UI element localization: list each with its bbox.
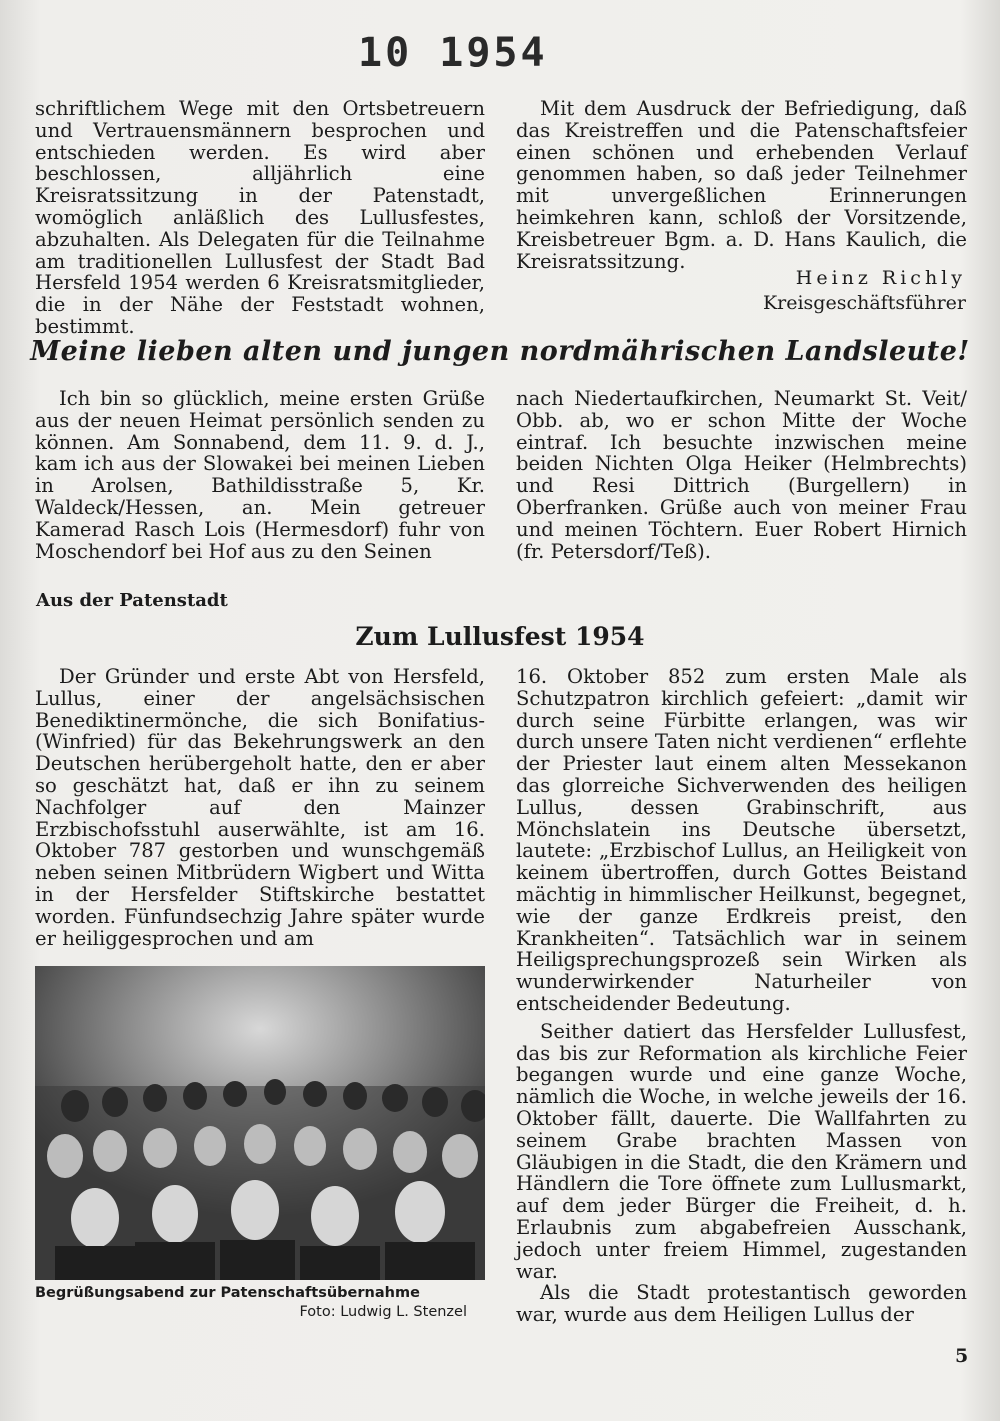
letter-right-text: nach Niedertaufkirchen, Neumarkt St. Veit/ Obb. ab, wo er schon Mitte der Woche eintraf. Ich besuchte inzwischen meine beiden Nichten Olga Heiker (Helmbrechts) und Resi Dittrich (Burgellern) in Oberfranken. Grüße auch von meiner Frau und meinen Töchtern. Euer Robert Hirnich (fr. Petersdorf/Teß). (516, 387, 967, 563)
report-right-column (516, 98, 967, 272)
article-headline: Zum Lullusfest 1954 (355, 622, 645, 651)
article-right-p3: Als die Stadt protestantisch geworden war, wurde aus dem Heiligen Lullus der (516, 1281, 967, 1327)
article-right-column (516, 666, 967, 1326)
letter-headline: Meine lieben alten und jungen nordmährischen Landsleute! (30, 336, 970, 367)
photo-caption-block (35, 1284, 485, 1322)
photo-caption: Begrüßungsabend zur Patenschaftsübernahme (35, 1285, 420, 1301)
letter-left-text: Ich bin so glücklich, meine ersten Grüße aus der neuen Heimat persönlich senden zu können. Am Sonnabend, dem 11. 9. d. J., kam ich aus der Slowakei bei meinen Lieben in Arolsen, Bathildisstraße 5, Kr. Waldeck/Hessen, an. Mein getreuer Kamerad Rasch Lois (Hermesdorf) fuhr von Moschendorf bei Hof aus zu den Seinen (35, 387, 485, 563)
letter-left-column (35, 388, 485, 562)
photo-credit: Foto: Ludwig L. Stenzel (299, 1304, 467, 1320)
report-left-column (35, 98, 485, 338)
report-left-text: schriftlichem Wege mit den Ortsbetreuern und Vertrauensmännern besprochen und entschieden werden. Es wird aber beschlossen, alljährlich eine Kreisratssitzung in der Patenstadt, womöglich anläßlich des Lullusfestes, abzuhalten. Als Delegaten für die Teilnahme am traditionellen Lullusfest der Stadt Bad Hersfeld 1954 werden 6 Kreisratsmitglieder, die in der Nähe der Feststadt wohnen, bestimmt. (35, 97, 485, 338)
signature-role: Kreisgeschäftsführer (762, 292, 966, 314)
article-right-p1: 16. Oktober 852 zum ersten Male als Schutzpatron kirchlich gefeiert: „damit wir durch seine Fürbitte erlangen, was wir durch unsere Taten nicht verdienen“ erflehte der Priester laut einem alten Messekanon das glorreiche Sichverwenden des heiligen Lullus, dessen Grabinschrift, aus Mönchslatein ins Deutsche übersetzt, lautete: „Erzbischof Lullus, an Heiligkeit von keinem übertroffen, durch Gottes Beistand mächtig in himmlischer Heilkunst, begegnet, wie der ganze Erdkreis preist, den Krankheiten“. Tatsächlich war in seinem Heiligsprechungsprozeß sein Wirken als wunderwirkender Naturheiler von entscheidender Bedeutung. (516, 665, 967, 1015)
signature-name: Heinz Richly (795, 267, 966, 289)
letter-right-column (516, 388, 967, 562)
report-signature (700, 266, 966, 316)
audience-photo (35, 966, 485, 1280)
article-left-column (35, 666, 485, 949)
article-left-text: Der Gründer und erste Abt von Hersfeld, Lullus, einer der angelsächsischen Benediktinermönche, die sich Bonifatius- (Winfried) für das Bekehrungswerk an den Deutschen herübergeholt hatte, den er aber so geschätzt hat, daß er ihn zu seinem Nachfolger auf den Mainzer Erzbischofsstuhl auserwählte, ist am 16. Oktober 787 gestorben und wunschgemäß neben seinen Mitbrüdern Wigbert und Witta in der Hersfelder Stiftskirche bestattet worden. Fünfundsechzig Jahre später wurde er heiliggesprochen und am (35, 665, 485, 950)
audience-photo-graphic (35, 966, 485, 1280)
page-number: 5 (955, 1345, 969, 1367)
article-right-p2: Seither datiert das Hersfelder Lullusfest, das bis zur Reformation als kirchliche Feier begangen wurde und eine ganze Woche, nämlich die Woche, in welche jeweils der 16. Oktober fällt, dauerte. Die Wallfahrten zu seinem Grabe brachten Massen von Gläubigen in die Stadt, die den Krämern und Händlern die Tore öffnete zum Lullusmarkt, auf dem jeder Bürger die Freiheit, d. h. Erlaubnis zum abgabefreien Ausschank, jedoch unter freiem Himmel, zugestanden war. (516, 1019, 967, 1283)
issue-stamp: 10 1954 (358, 30, 548, 76)
report-right-text: Mit dem Ausdruck der Befriedigung, daß das Kreistreffen und die Patenschaftsfeier einen schönen und erhebenden Verlauf genommen haben, so daß jeder Teilnehmer mit unvergeßlichen Erinnerungen heimkehren kann, schloß der Vorsitzende, Kreisbetreuer Bgm. a. D. Hans Kaulich, die Kreisratssitzung. (516, 97, 967, 273)
section-label: Aus der Patenstadt (36, 590, 228, 611)
